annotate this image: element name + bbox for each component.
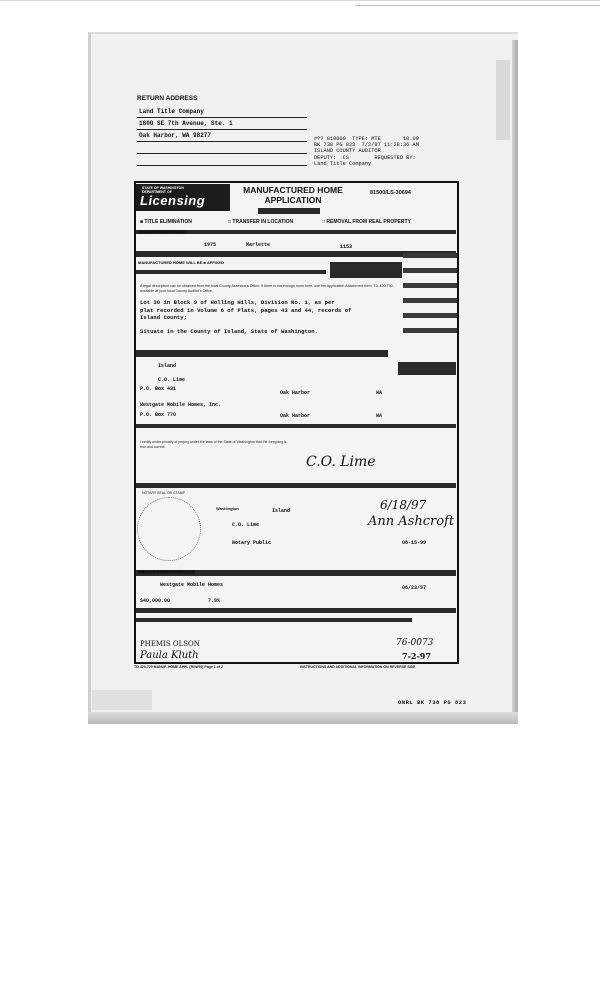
return-address-line: Land Title Company: [139, 108, 204, 115]
owner-state: WA: [376, 390, 383, 396]
redaction-block: [398, 362, 456, 375]
side-field: [403, 313, 457, 318]
county-official-date: 7-2-97: [402, 651, 431, 661]
section-bar: [136, 608, 456, 613]
notary-title: Notary Public: [232, 540, 272, 546]
address-rule: [137, 141, 307, 142]
section-bar: [136, 483, 456, 488]
side-field: [403, 328, 457, 333]
section-bar: [136, 350, 388, 357]
address-rule: [137, 129, 307, 130]
legal-description: Lot 30 in Block 9 of Holling Hills, Division No. 1, as per plat recorded in Volume 6 of Plats, pages 43 and 44, records of Island County; Situate in the County of Island, State of Washington.: [140, 299, 352, 335]
side-field: [403, 253, 457, 258]
certification-text: I certify under penalty of perjury under the laws of the State of Washington that the foregoing is true and correct.: [140, 440, 287, 449]
county-official-signature: Paula Kluth: [140, 650, 199, 661]
scan-noise: [92, 690, 152, 710]
dealer-name: Westgate Mobile Homes, Inc.: [140, 402, 222, 408]
owner-city: Oak Harbor: [280, 390, 311, 396]
redaction-bar: [258, 208, 320, 214]
book-reference: ONRL BK 738 PG 823: [398, 699, 467, 706]
notary-expires: 08-15-99: [402, 540, 427, 546]
return-address-line: Oak Harbor, WA 98277: [139, 132, 212, 139]
report-rate: 7.9%: [208, 598, 221, 604]
will-be-label: MANUFACTURED HOME WILL BE ■ AFFIXED: [138, 260, 224, 265]
home-make: Marlette: [246, 242, 271, 248]
dealer-address: P.O. Box 770: [140, 412, 177, 418]
top-rule-right: [355, 5, 600, 6]
address-rule: [137, 117, 307, 118]
county-official-number: 76-0073: [396, 638, 434, 648]
report-price: $40,000.00: [140, 598, 171, 604]
address-rule: [137, 153, 307, 154]
notary-county: Island: [272, 508, 291, 514]
section-bar: [136, 618, 412, 622]
scanned-page-edge: [512, 40, 518, 722]
scan-noise: [496, 60, 510, 140]
county-official-name: PHEMIS OLSON: [140, 640, 200, 648]
top-rule: [0, 0, 600, 1]
form-footer-left: TD-420-729 MANUF. HOME APPL (R/W/99) Page 1 of 2: [134, 665, 223, 669]
county-name: Island: [158, 363, 177, 369]
opt-transfer: □ TRANSFER IN LOCATION: [228, 219, 294, 225]
notary-seal: [137, 497, 201, 561]
side-field: [403, 268, 457, 273]
dealer-report-heading: DEALER'S REPORT OF SALE: [140, 570, 194, 574]
section-bar: [136, 424, 456, 428]
report-date: 06/23/97: [402, 585, 427, 591]
scanned-page-bottom: [88, 712, 518, 724]
section-label: MANUFACTURED HOME: [140, 230, 185, 234]
form-footer-right: INSTRUCTIONS AND ADDITIONAL INFORMATION ON REVERSE SIDE: [300, 665, 416, 669]
serial-number: 1153: [340, 244, 353, 250]
form-number: 81500/LS-30694: [370, 190, 411, 196]
legal-notice: A legal description can be obtained from the local County Assessor's Office. If there is not enough room here, use the Application Attachment form, TD-420-730, available at your local County Auditor's Office.: [140, 284, 394, 293]
address-rule: [137, 165, 307, 166]
stamp-label: NOTARY SEAL OR STAMP: [142, 491, 185, 495]
section-bar: [136, 270, 326, 274]
home-year: 1975: [204, 242, 217, 248]
report-dealer: Westgate Mobile Homes: [160, 582, 224, 588]
agency-logo: STATE OF WASHINGTON DEPARTMENT OF Licensing: [136, 184, 230, 211]
notary-signature: Ann Ashcroft: [368, 514, 455, 529]
notary-state: Washington: [216, 506, 239, 511]
side-field: [403, 283, 457, 288]
owner-signature: C.O. Lime: [306, 454, 376, 470]
side-field: [403, 298, 457, 303]
affiant-name: C.O. Lime: [232, 522, 260, 528]
dealer-state: WA: [376, 413, 383, 419]
redaction-block: [330, 262, 402, 278]
return-address-heading: RETURN ADDRESS: [137, 95, 198, 102]
owner-name: C.O. Lime: [158, 377, 186, 383]
opt-removal: □ REMOVAL FROM REAL PROPERTY: [322, 219, 411, 225]
form-title: MANUFACTURED HOME APPLICATION: [243, 185, 343, 205]
owner-address: P.O. Box 431: [140, 386, 177, 392]
dealer-city: Oak Harbor: [280, 413, 311, 419]
opt-title-elimination: ■ TITLE ELIMINATION: [140, 219, 192, 225]
return-address-line: 1800 SE 7th Avenue, Ste. 1: [139, 120, 233, 127]
notary-date: 6/18/97: [380, 498, 427, 512]
recording-stamp: #?? 010000 TYPE: MTE 10.00 BK 738 PG 823 7/2/97 11:28:36 AM ISLAND COUNTY AUDITOR DEPUTY: CS REQUESTED BY: Land Title Company: [314, 136, 419, 167]
